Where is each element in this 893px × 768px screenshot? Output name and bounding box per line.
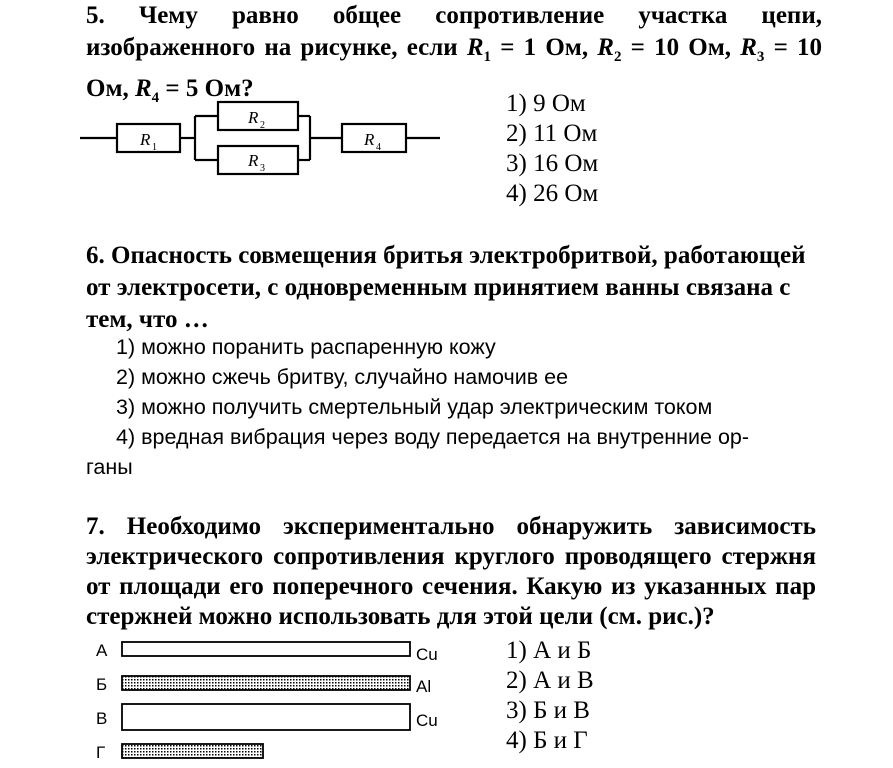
given-r3-symbol: R bbox=[740, 34, 757, 61]
given-r2-value: = 10 Ом, bbox=[621, 34, 731, 61]
q7-option-3[interactable]: 3) Б и В bbox=[506, 697, 590, 724]
circuit-diagram bbox=[70, 92, 450, 184]
rod-v-label: В bbox=[96, 709, 108, 728]
q5-option-2[interactable]: 2) 11 Ом bbox=[506, 120, 598, 147]
rods-figure bbox=[86, 634, 466, 768]
q5-option-3[interactable]: 3) 16 Ом bbox=[506, 150, 599, 177]
rod-g-label: Г bbox=[96, 743, 106, 762]
question-7-line-2: электрического сопротивления круглого проводящего стержня bbox=[86, 543, 816, 570]
q6-option-3[interactable]: 3) можно получить смертельный удар электрическим током bbox=[116, 395, 713, 419]
r3-sub: 3 bbox=[260, 163, 265, 174]
rod-b bbox=[122, 676, 410, 690]
q5-option-1[interactable]: 1) 9 Ом bbox=[506, 90, 586, 117]
q7-option-1[interactable]: 1) А и Б bbox=[506, 637, 592, 664]
rod-b-label: Б bbox=[96, 675, 108, 694]
rod-v-material: Cu bbox=[416, 711, 438, 730]
rod-v bbox=[122, 704, 410, 730]
given-r4-symbol: R bbox=[134, 75, 152, 102]
r2-label: R bbox=[248, 108, 259, 127]
question-7-text bbox=[86, 512, 816, 632]
q6-option-2[interactable]: 2) можно сжечь бритву, случайно намочив ее bbox=[116, 365, 569, 389]
question-7-line-1-text: Необходимо экспериментально обнаружить зависимость bbox=[126, 513, 816, 540]
given-r3-value: = 10 Ом, bbox=[86, 34, 822, 102]
rod-b-material: Al bbox=[416, 677, 432, 696]
rod-a-label: А bbox=[96, 641, 108, 660]
q7-option-4[interactable]: 4) Б и Г bbox=[506, 727, 588, 754]
q5-option-4[interactable]: 4) 26 Ом bbox=[506, 180, 599, 207]
r4-label: R bbox=[364, 130, 375, 149]
given-r2-sub: 2 bbox=[613, 49, 622, 65]
given-r1-value: = 1 Ом, bbox=[491, 34, 589, 61]
given-r4-value: = 5 Ом? bbox=[159, 75, 254, 102]
r3-label: R bbox=[248, 151, 259, 170]
r4-sub: 4 bbox=[376, 142, 381, 153]
q6-option-1[interactable]: 1) можно поранить распаренную кожу bbox=[116, 335, 496, 359]
question-7-line-1 bbox=[86, 512, 816, 542]
question-7-line-3: от площади его поперечного сечения. Какую из указанных пар bbox=[86, 573, 816, 600]
q6-option-4[interactable]: 4) вредная вибрация через воду передается на внутренние ор- bbox=[116, 425, 750, 449]
question-6-body: Опасность совмещения бритья электробритвой, работающей от электросети, с одновременным принятием ванны связана с тем, что … bbox=[86, 242, 806, 333]
given-r4-sub: 4 bbox=[151, 90, 160, 106]
question-6-text bbox=[86, 240, 818, 336]
given-r1-symbol: R bbox=[466, 34, 484, 61]
r2-sub: 2 bbox=[260, 120, 265, 131]
question-6-number: 6. bbox=[86, 242, 105, 269]
given-r1-sub: 1 bbox=[483, 49, 492, 65]
rod-a-material: Cu bbox=[416, 645, 438, 664]
given-r2-symbol: R bbox=[597, 34, 614, 61]
rod-g bbox=[122, 744, 263, 758]
r1-label: R bbox=[140, 130, 151, 149]
question-5-number: 5. bbox=[86, 2, 105, 29]
q7-option-2[interactable]: 2) А и В bbox=[506, 667, 594, 694]
question-7-number: 7. bbox=[86, 513, 105, 540]
rod-a bbox=[122, 642, 410, 656]
given-r3-sub: 3 bbox=[756, 49, 765, 65]
question-5-body: Чему равно общее сопротивление участка цепи, изображенного на рисунке, если bbox=[86, 2, 822, 61]
r1-sub: 1 bbox=[152, 142, 157, 153]
question-7-line-4: стержней можно использовать для этой цели (см. рис.)? bbox=[86, 603, 715, 630]
q6-option-4-continued: ганы bbox=[86, 455, 133, 479]
